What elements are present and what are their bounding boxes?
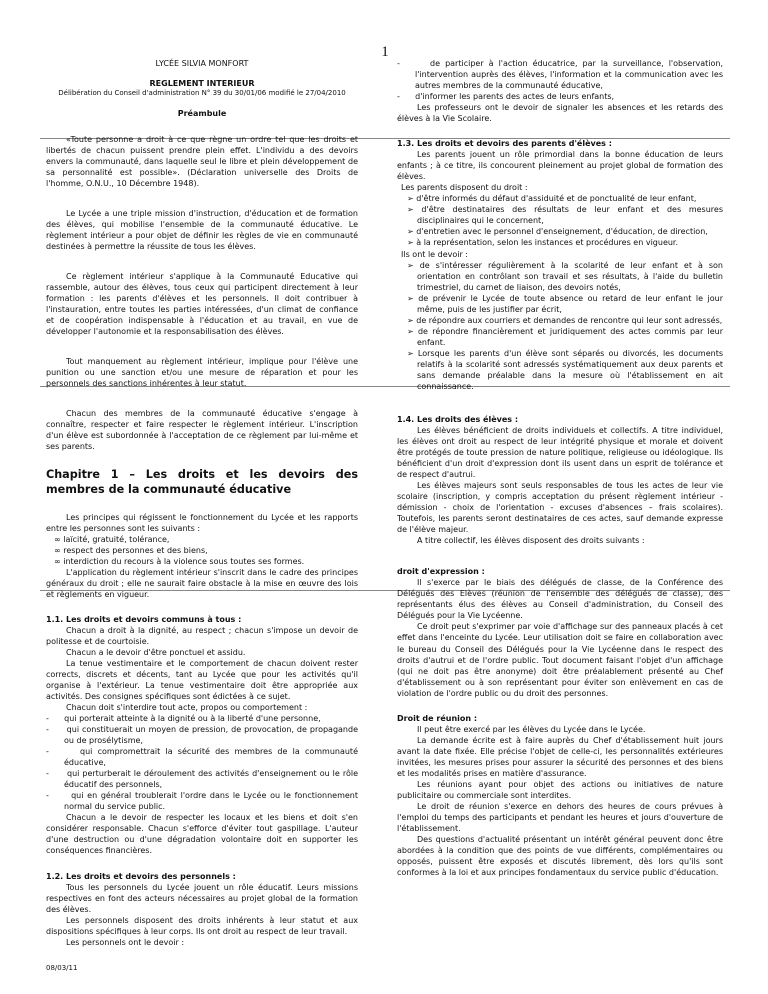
paragraph: Les personnels disposent des droits inhérents à leur statut et aux dispositions spécifiques à leur corps. Ils ont droit au respect de leur travail. xyxy=(46,915,358,936)
list-item: ➢ d'être informés du défaut d'assiduité et de ponctualité de leur enfant, xyxy=(407,194,697,204)
list-item: ➢ Lorsque les parents d'un élève sont séparés ou divorcés, les documents relatifs à la scolarité sont adressés systématiquement aux deux parents et sans demande préalable dans la mesure où l'établissement en ait connaissance. xyxy=(407,348,724,391)
section-title: droit d'expression : xyxy=(397,567,485,577)
right-column xyxy=(397,52,723,878)
paragraph: Les élèves bénéficient de droits individuels et collectifs. A titre individuel, les élèves ont droit au respect de leur intégrité physique et morale et doivent être protégés de toute pression de nature politique, religieuse ou idéologique. Ils bénéficient d'un droit d'expression dont ils usent dans un esprit de tolérance et de respect d'autrui. xyxy=(397,425,723,480)
preamble-paragraph: Tout manquement au règlement intérieur, implique pour l'élève une punition ou une sanction et/ou une mesure de réparation et pour les personnels des sanctions inhérentes à leur statut. xyxy=(46,357,358,389)
list-item: ➢ de prévenir le Lycée de toute absence ou retard de leur enfant le jour même, puis de les justifier par écrit, xyxy=(407,293,723,314)
paragraph: A titre collectif, les élèves disposent des droits suivants : xyxy=(417,536,645,546)
paragraph: Il s'exerce par le biais des délégués de classe, de la Conférence des Délégués des Elèves (réunion de l'ensemble des délégués de classe), des représentants élus des élèves au Conseil d'administration, du Conseil des Délégués pour la Vie Lycéenne. xyxy=(397,578,723,621)
list-item: ∞ laïcité, gratuité, tolérance, xyxy=(54,534,170,544)
school-name: LYCÉE SILVIA MONFORT xyxy=(155,59,249,68)
principles-intro: Les principes qui régissent le fonctionnement du Lycée et les rapports entre les personnes sont les suivants : xyxy=(46,512,358,533)
list-item: ∞ respect des personnes et des biens, xyxy=(54,545,208,555)
list-item: ∞ interdiction du recours à la violence sous toutes ses formes. xyxy=(54,556,305,566)
list-item: - d'informer les parents des actes de leurs enfants, xyxy=(397,92,615,102)
paragraph: Il peut être exercé par les élèves du Lycée dans le Lycée. xyxy=(417,724,646,734)
section-title: 1.1. Les droits et devoirs communs à tous : xyxy=(46,614,242,624)
footer-date: 08/03/11 xyxy=(46,964,78,972)
list-item: - qui constituerait un moyen de pression, de provocation, de propagande ou de prosélytisme, xyxy=(46,725,359,746)
principles-end: L'application du règlement intérieur s'inscrit dans le cadre des principes généraux du droit ; elle ne saurait faire obstacle à la mise en œuvre des lois et règlements en vigueur. xyxy=(46,567,358,599)
list-item: - qui compromettrait la sécurité des membres de la communauté éducative, xyxy=(46,747,358,768)
list-item: ➢ de répondre aux courriers et demandes de rencontre qui leur sont adressés, xyxy=(407,315,723,325)
paragraph: Les personnels ont le devoir : xyxy=(66,937,185,947)
paragraph: La tenue vestimentaire et le comportement de chacun doivent rester corrects, discrets et décents, tant au Lycée que pour les activités qu'il organise à l'extérieur. La tenue vestimentaire doit être appropriée aux activités. Des consignes spécifiques sont édictées à ce sujet. xyxy=(46,658,358,702)
section-title: 1.4. Les droits des élèves : xyxy=(397,414,519,424)
paragraph: Le droit de réunion s'exerce en dehors des heures de cours prévues à l'emploi du temps des participants et pendant les heures et jours d'ouverture de l'établissement. xyxy=(397,801,723,833)
list-item: ➢ de répondre financièrement et juridiquement des actes commis par leur enfant. xyxy=(407,326,723,347)
preamble-title: Préambule xyxy=(177,108,227,118)
section-title: Droit de réunion : xyxy=(397,713,478,723)
paragraph: Les parents jouent un rôle primordial dans la bonne éducation de leurs enfants ; à ce titre, ils concourent pleinement au projet global de formation des élèves. xyxy=(397,150,723,182)
paragraph: Des questions d'actualité présentant un intérêt général peuvent donc être abordées à la condition que des points de vue différents, complémentaires ou opposés, puissent être exposés et discutés librement, dès lors qu'ils sont conformes à la loi et aux principes fondamentaux du service public d'éducation. xyxy=(397,835,723,878)
deliberation-line: Délibération du Conseil d'administration N° 39 du 30/01/06 modifié le 27/04/2010 xyxy=(58,89,346,98)
paragraph: Les parents disposent du droit : xyxy=(401,183,528,193)
page-number: 1 xyxy=(381,44,389,60)
preamble-paragraph: Ce règlement intérieur s'applique à la Communauté Educative qui rassemble, autour des élèves, tous ceux qui participent directement à leur formation : les parents d'élèves et les personnels. Il doit contribuer à l'instauration, entre toutes les parties intéressées, d'un climat de confiance et de coopération indispensable à l'éducation et au travail, en vue de développer l'autonomie et la responsabilisation des élèves. xyxy=(46,272,358,337)
paragraph: La demande écrite est à faire auprès du Chef d'établissement huit jours avant la date fixée. Elle précise l'objet de celle-ci, les personnalités extérieures invitées, les mesures prises pour assurer la sécurité des personnes et des biens et les modalités prises en matière d'assurance. xyxy=(397,735,723,778)
preamble-paragraph: Le Lycée a une triple mission d'instruction, d'éducation et de formation des élèves, qui mobilise l'ensemble de la communauté éducative. Le règlement intérieur a pour objet de définir les règles de vie en communauté destinées à permettre la réussite de tous les élèves. xyxy=(46,208,358,251)
list-item: ➢ d'entretien avec le personnel d'enseignement, d'éducation, de direction, xyxy=(407,227,708,237)
list-item: ➢ à la représentation, selon les instances et procédures en vigueur. xyxy=(407,238,679,248)
section-title: 1.3. Les droits et devoirs des parents d'élèves : xyxy=(397,139,612,149)
list-item: - de participer à l'action éducatrice, par la surveillance, l'observation, l'intervention auprès des élèves, l'information et la communication avec les autres membres de la communauté éducative, xyxy=(397,59,723,91)
list-item: ➢ d'être destinataires des résultats de leur enfant et des mesures disciplinaires qui le concernent, xyxy=(407,205,723,226)
chapter-title: Chapitre 1 – Les droits et les devoirs des membres de la communauté éducative xyxy=(46,468,358,496)
paragraph: Les professeurs ont le devoir de signaler les absences et les retards des élèves à la Vie Scolaire. xyxy=(397,103,723,124)
left-column xyxy=(46,52,358,948)
paragraph: Ce droit peut s'exprimer par voie d'affichage sur des panneaux placés à cet effet dans l'enceinte du Lycée. Leur utilisation doit se faire en collaboration avec le bureau du Conseil des Délégués pour la Vie Lycéenne dans le respect des droits d'autrui et de l'ordre public. Tout document faisant l'objet d'un affichage (qui ne doit pas être anonyme) doit être préalablement présenté au Chef d'établissement ou à son représentant pour éviter son enlèvement en cas de violation de l'ordre public ou du droit des personnes. xyxy=(397,622,723,698)
list-item: - qui porterait atteinte à la dignité ou à la liberté d'une personne, xyxy=(46,714,321,724)
paragraph: Chacun doit s'interdire tout acte, propos ou comportement : xyxy=(66,703,308,713)
paragraph: Tous les personnels du Lycée jouent un rôle éducatif. Leurs missions respectives en font des acteurs nécessaires au projet global de la formation des élèves. xyxy=(46,882,358,914)
list-item: - qui perturberait le déroulement des activités d'enseignement ou le rôle éducatif des personnels, xyxy=(46,769,358,790)
preamble-paragraph: «Toute personne a droit à ce que règne un ordre tel que les droits et libertés de chacun puissent prendre plein effet. L'individu a des devoirs envers la communauté, dans laquelle seul le libre et plein développement de sa personnalité est possible». (Déclaration universelle des Droits de l'homme, O.N.U., 10 Décembre 1948). xyxy=(46,134,358,188)
document-title: REGLEMENT INTERIEUR xyxy=(149,79,255,89)
paragraph: Ils ont le devoir : xyxy=(401,249,469,259)
list-item: ➢ de s'intéresser régulièrement à la scolarité de leur enfant et à son orientation en contrôlant son travail et ses résultats, à l'aide du bulletin trimestriel, du carnet de liaison, des devoirs notés, xyxy=(407,260,723,292)
paragraph: Chacun a le devoir de respecter les locaux et les biens et doit s'en considérer responsable. Chacun s'efforce d'éviter tout gaspillage. L'auteur d'une destruction ou d'une dégradation volontaire doit en supporter les conséquences financières. xyxy=(46,813,358,856)
preamble-paragraph: Chacun des membres de la communauté éducative s'engage à connaître, respecter et faire respecter le règlement intérieur. L'inscription d'un élève est subordonnée à l'acceptation de ce règlement par lui-même et ses parents. xyxy=(46,409,358,452)
paragraph: Chacun a le devoir d'être ponctuel et assidu. xyxy=(66,647,246,657)
list-item: - qui en général troublerait l'ordre dans le Lycée ou le fonctionnement normal du service public. xyxy=(46,791,358,812)
paragraph: Chacun a droit à la dignité, au respect ; chacun s'impose un devoir de politesse et de courtoisie. xyxy=(46,625,358,646)
paragraph: Les élèves majeurs sont seuls responsables de tous les actes de leur vie scolaire (inscription, y compris acceptation du présent règlement intérieur - démission - choix de l'orientation - excuses d'absences – frais scolaires). Toutefois, les parents seront destinataires de ces actes, sauf demande expresse de l'élève majeur. xyxy=(397,481,723,535)
section-title: 1.2. Les droits et devoirs des personnels : xyxy=(46,871,236,881)
paragraph: Les réunions ayant pour objet des actions ou initiatives de nature publicitaire ou commerciale sont interdites. xyxy=(397,779,723,800)
